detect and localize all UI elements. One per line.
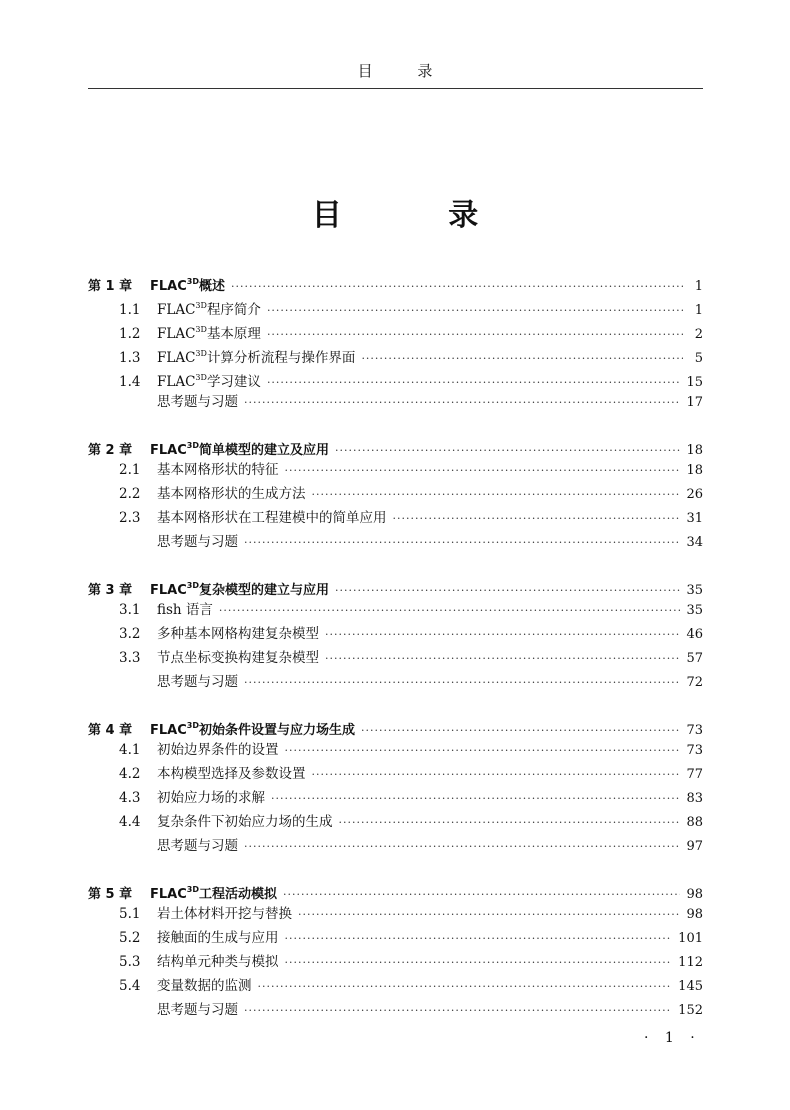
page-ref: 145 xyxy=(678,979,703,994)
toc-chapter-entry[interactable] xyxy=(88,574,703,598)
title-text-suffix: 基本原理 xyxy=(206,326,261,342)
leader-dots xyxy=(312,483,681,507)
leader-dots xyxy=(361,347,683,371)
page-ref: 35 xyxy=(686,603,703,618)
table-of-contents xyxy=(88,270,703,1042)
page-ref: 46 xyxy=(686,627,703,642)
page-ref: 26 xyxy=(686,487,703,502)
leader-dots xyxy=(244,671,680,695)
title-text: 岩土体材料开挖与替换 xyxy=(157,906,292,922)
title-text: 节点坐标变换构建复杂模型 xyxy=(157,650,319,666)
page-ref: 1 xyxy=(694,303,703,318)
leader-dots xyxy=(244,999,672,1023)
section-title xyxy=(157,786,265,810)
title-text: 初始应力场的求解 xyxy=(157,790,265,806)
toc-section-entry[interactable] xyxy=(88,646,703,670)
toc-section-entry[interactable] xyxy=(88,670,703,694)
page-ref: 73 xyxy=(686,723,703,738)
toc-section-entry[interactable] xyxy=(88,762,703,786)
toc-section-entry[interactable] xyxy=(88,622,703,646)
title-text: 多种基本网格构建复杂模型 xyxy=(157,626,319,642)
leader-dots xyxy=(244,391,680,415)
section-title xyxy=(157,950,279,974)
page-ref: 18 xyxy=(686,463,703,478)
chapter-number: 第 4 章 xyxy=(88,723,133,738)
toc-section-entry[interactable] xyxy=(88,998,703,1022)
leader-dots xyxy=(267,299,683,323)
toc-section-entry[interactable] xyxy=(88,786,703,810)
leader-dots xyxy=(244,835,680,859)
section-number: 2.2 xyxy=(119,486,141,502)
title-text: 结构单元种类与模拟 xyxy=(157,954,279,970)
page-ref: 98 xyxy=(686,887,703,902)
title-text: 基本网格形状的特征 xyxy=(157,462,279,478)
leader-dots xyxy=(393,507,681,531)
section-number: 4.3 xyxy=(119,790,141,806)
title-text: FLAC xyxy=(157,374,196,390)
title-text-suffix: 概述 xyxy=(198,279,225,294)
toc-chapter-entry[interactable] xyxy=(88,434,703,458)
toc-section-entry[interactable] xyxy=(88,598,703,622)
page-ref: 5 xyxy=(694,351,703,366)
title-text-suffix: 程序简介 xyxy=(206,302,261,318)
superscript: 3D xyxy=(186,441,199,450)
title-text: FLAC xyxy=(150,887,187,902)
page-ref: 31 xyxy=(686,511,703,526)
title-text: 复杂条件下初始应力场的生成 xyxy=(157,814,333,830)
header-rule xyxy=(88,88,703,89)
section-title xyxy=(157,390,238,414)
page-ref: 35 xyxy=(686,583,703,598)
page-ref: 88 xyxy=(686,815,703,830)
page-ref: 112 xyxy=(678,955,703,970)
title-text: 思考题与习题 xyxy=(157,534,238,550)
page-ref: 101 xyxy=(678,931,703,946)
section-title xyxy=(157,622,319,646)
title-text: 思考题与习题 xyxy=(157,394,238,410)
toc-chapter-entry[interactable] xyxy=(88,878,703,902)
leader-dots xyxy=(325,623,680,647)
toc-section-entry[interactable] xyxy=(88,506,703,530)
section-title xyxy=(157,902,292,926)
toc-chapter xyxy=(88,714,703,858)
section-title xyxy=(157,506,387,530)
chapter-number: 第 2 章 xyxy=(88,443,133,458)
toc-chapter xyxy=(88,270,703,414)
title-text: FLAC xyxy=(150,723,187,738)
page-ref: 34 xyxy=(686,535,703,550)
leader-dots xyxy=(325,647,680,671)
leader-dots xyxy=(285,927,673,951)
leader-dots xyxy=(285,739,681,763)
section-number: 2.1 xyxy=(119,462,141,478)
section-title xyxy=(157,738,279,762)
title-text: 本构模型选择及参数设置 xyxy=(157,766,306,782)
toc-section-entry[interactable] xyxy=(88,902,703,926)
toc-chapter xyxy=(88,434,703,554)
section-title xyxy=(157,530,238,554)
superscript: 3D xyxy=(186,721,199,730)
page-title: 目 录 xyxy=(311,198,527,233)
page-ref: 83 xyxy=(686,791,703,806)
title-text: fish 语言 xyxy=(157,602,213,618)
toc-section-entry[interactable] xyxy=(88,390,703,414)
toc-section-entry[interactable] xyxy=(88,738,703,762)
title-text: 基本网格形状的生成方法 xyxy=(157,486,306,502)
section-number: 2.3 xyxy=(119,510,141,526)
title-text: FLAC xyxy=(157,350,196,366)
page-number: · 1 · xyxy=(644,1030,701,1046)
section-number: 5.3 xyxy=(119,954,141,970)
page-ref: 77 xyxy=(686,767,703,782)
title-text: 思考题与习题 xyxy=(157,1002,238,1018)
title-text: 思考题与习题 xyxy=(157,838,238,854)
page-ref: 17 xyxy=(686,395,703,410)
leader-dots xyxy=(258,975,673,999)
title-text: FLAC xyxy=(150,443,187,458)
toc-chapter xyxy=(88,574,703,694)
leader-dots xyxy=(219,599,681,623)
section-number: 1.2 xyxy=(119,326,141,342)
section-number: 4.4 xyxy=(119,814,141,830)
leader-dots xyxy=(285,951,673,975)
section-title xyxy=(157,810,333,834)
section-number: 1.4 xyxy=(119,374,141,390)
section-number: 5.4 xyxy=(119,978,141,994)
superscript: 3D xyxy=(195,373,207,382)
section-title xyxy=(157,670,238,694)
title-text: 思考题与习题 xyxy=(157,674,238,690)
chapter-number: 第 5 章 xyxy=(88,887,133,902)
leader-dots xyxy=(298,903,680,927)
page-ref: 97 xyxy=(686,839,703,854)
title-text: 基本网格形状在工程建模中的简单应用 xyxy=(157,510,387,526)
title-text-suffix: 计算分析流程与操作界面 xyxy=(206,350,356,366)
superscript: 3D xyxy=(195,325,207,334)
title-text: FLAC xyxy=(150,279,187,294)
section-number: 5.1 xyxy=(119,906,141,922)
title-text: 变量数据的监测 xyxy=(157,978,252,994)
toc-section-entry[interactable] xyxy=(88,834,703,858)
section-title xyxy=(157,646,319,670)
title-text: FLAC xyxy=(150,583,187,598)
chapter-number: 第 3 章 xyxy=(88,583,133,598)
section-number: 3.3 xyxy=(119,650,141,666)
section-number: 4.2 xyxy=(119,766,141,782)
page-ref: 15 xyxy=(686,375,703,390)
page-ref: 72 xyxy=(686,675,703,690)
section-title xyxy=(157,834,238,858)
superscript: 3D xyxy=(195,349,207,358)
title-text: FLAC xyxy=(157,302,196,318)
toc-section-entry[interactable] xyxy=(88,974,703,998)
section-title xyxy=(157,926,279,950)
superscript: 3D xyxy=(186,277,199,286)
leader-dots xyxy=(339,811,681,835)
toc-chapter xyxy=(88,878,703,1022)
toc-section-entry[interactable] xyxy=(88,926,703,950)
leader-dots xyxy=(244,531,680,555)
page-ref: 57 xyxy=(686,651,703,666)
page-ref: 152 xyxy=(678,1003,703,1018)
title-text-suffix: 简单模型的建立及应用 xyxy=(198,443,329,458)
toc-section-entry[interactable] xyxy=(88,482,703,506)
section-title xyxy=(157,598,213,622)
toc-section-entry[interactable] xyxy=(88,530,703,554)
toc-section-entry[interactable] xyxy=(88,458,703,482)
title-text-suffix: 工程活动模拟 xyxy=(198,887,277,902)
leader-dots xyxy=(231,275,683,299)
page-ref: 2 xyxy=(694,327,703,342)
leader-dots xyxy=(285,459,681,483)
section-number: 5.2 xyxy=(119,930,141,946)
superscript: 3D xyxy=(186,885,199,894)
title-text: 接触面的生成与应用 xyxy=(157,930,279,946)
leader-dots xyxy=(312,763,681,787)
section-title xyxy=(157,998,238,1022)
superscript: 3D xyxy=(186,581,199,590)
section-title xyxy=(157,974,252,998)
page-ref: 98 xyxy=(686,907,703,922)
section-title xyxy=(157,482,306,506)
page-ref: 18 xyxy=(686,443,703,458)
section-number: 4.1 xyxy=(119,742,141,758)
page-ref: 1 xyxy=(694,279,703,294)
section-title xyxy=(157,458,279,482)
title-text-suffix: 初始条件设置与应力场生成 xyxy=(198,723,355,738)
toc-section-entry[interactable] xyxy=(88,810,703,834)
title-text-suffix: 复杂模型的建立与应用 xyxy=(198,583,329,598)
toc-section-entry[interactable] xyxy=(88,950,703,974)
leader-dots xyxy=(271,787,680,811)
toc-chapter-entry[interactable] xyxy=(88,714,703,738)
title-text: 初始边界条件的设置 xyxy=(157,742,279,758)
chapter-number: 第 1 章 xyxy=(88,279,133,294)
section-title xyxy=(157,762,306,786)
section-number: 1.1 xyxy=(119,302,141,318)
title-text: FLAC xyxy=(157,326,196,342)
title-text-suffix: 学习建议 xyxy=(206,374,261,390)
section-number: 1.3 xyxy=(119,350,141,366)
toc-chapter-entry[interactable] xyxy=(88,270,703,294)
section-number: 3.2 xyxy=(119,626,141,642)
section-number: 3.1 xyxy=(119,602,141,618)
running-header: 目 录 xyxy=(357,62,453,80)
page-ref: 73 xyxy=(686,743,703,758)
superscript: 3D xyxy=(195,301,207,310)
